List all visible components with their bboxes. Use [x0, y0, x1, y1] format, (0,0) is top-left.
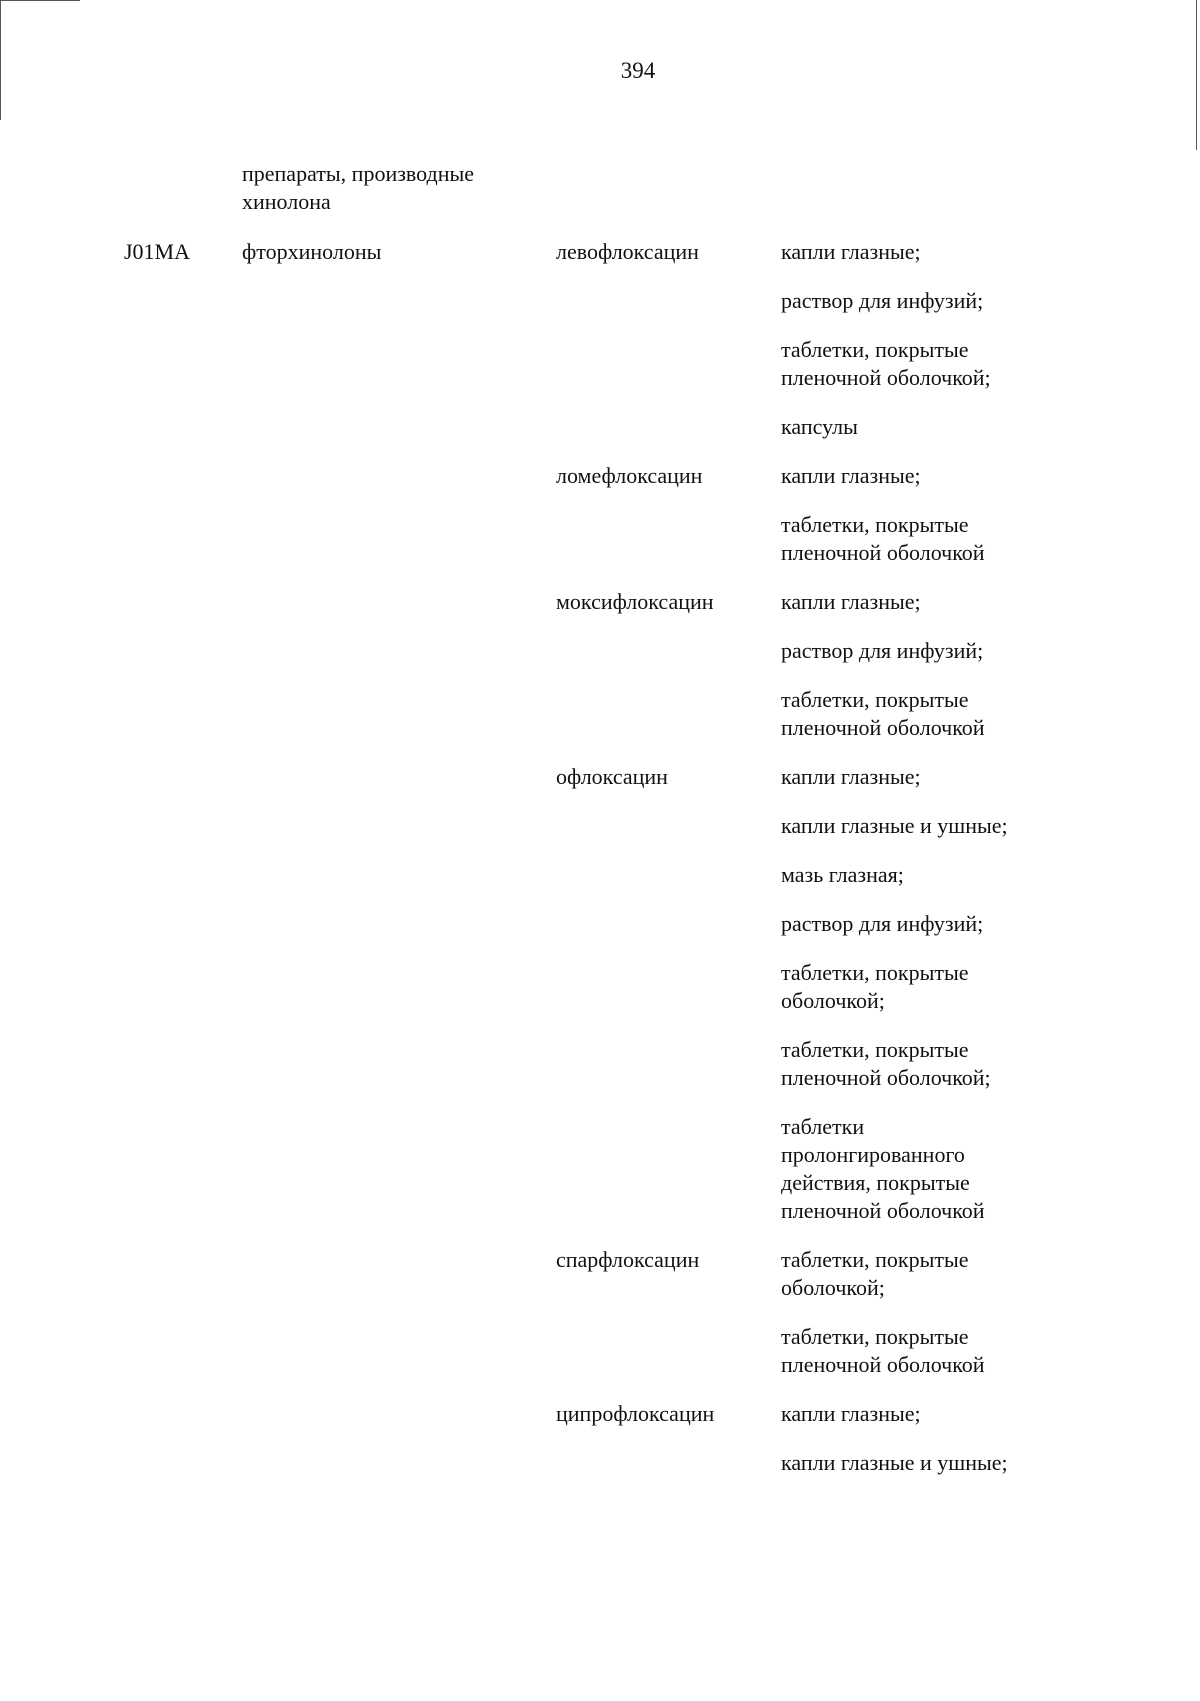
drug-row: [556, 763, 1176, 1246]
dosage-form: таблетки пролонгированного действия, покрытые пленочной оболочкой: [781, 1114, 985, 1223]
dosage-form: капли глазные;: [781, 239, 921, 264]
drug-row: [556, 588, 1176, 763]
dosage-form: раствор для инфузий;: [781, 638, 984, 663]
drug-name: ципрофлоксацин: [556, 1401, 715, 1426]
drug-name: спарфлоксацин: [556, 1247, 700, 1272]
scan-edge-mark-top: [0, 0, 80, 1]
dosage-form-list: [781, 588, 1041, 763]
atc-group-name: фторхинолоны: [242, 239, 382, 264]
dosage-form: капли глазные;: [781, 463, 921, 488]
dosage-form: капсулы: [781, 414, 858, 439]
drug-row: [556, 238, 1176, 462]
dosage-form: таблетки, покрытые пленочной оболочкой: [781, 512, 985, 565]
dosage-form: раствор для инфузий;: [781, 911, 984, 936]
drug-name: левофлоксацин: [556, 239, 699, 264]
dosage-form-list: [781, 1246, 1041, 1400]
drug-row: [556, 1246, 1176, 1400]
dosage-form: капли глазные;: [781, 589, 921, 614]
atc-code: J01MA: [124, 239, 191, 264]
dosage-form: капли глазные и ушные;: [781, 1450, 1008, 1475]
dosage-form: таблетки, покрытые пленочной оболочкой: [781, 1324, 985, 1377]
drug-row: [556, 462, 1176, 588]
drug-row: [556, 1400, 1176, 1498]
dosage-form: таблетки, покрытые оболочкой;: [781, 1247, 969, 1300]
drug-list: [556, 238, 1176, 1498]
drug-name: ломефлоксацин: [556, 463, 703, 488]
dosage-form-list: [781, 462, 1041, 588]
dosage-form-list: [781, 763, 1041, 1246]
drug-name: офлоксацин: [556, 764, 668, 789]
dosage-form: таблетки, покрытые пленочной оболочкой: [781, 687, 985, 740]
pharmacological-group-header: препараты, производные хинолона: [242, 161, 475, 214]
dosage-form-list: [781, 1400, 1041, 1498]
dosage-form: раствор для инфузий;: [781, 288, 984, 313]
dosage-form: капли глазные и ушные;: [781, 813, 1008, 838]
dosage-form: капли глазные;: [781, 1401, 921, 1426]
dosage-form: таблетки, покрытые пленочной оболочкой;: [781, 1037, 991, 1090]
dosage-form: таблетки, покрытые оболочкой;: [781, 960, 969, 1013]
dosage-form: мазь глазная;: [781, 862, 904, 887]
dosage-form: капли глазные;: [781, 764, 921, 789]
page-number: 394: [620, 58, 656, 83]
dosage-form-list: [781, 238, 1041, 462]
dosage-form: таблетки, покрытые пленочной оболочкой;: [781, 337, 991, 390]
drug-name: моксифлоксацин: [556, 589, 714, 614]
